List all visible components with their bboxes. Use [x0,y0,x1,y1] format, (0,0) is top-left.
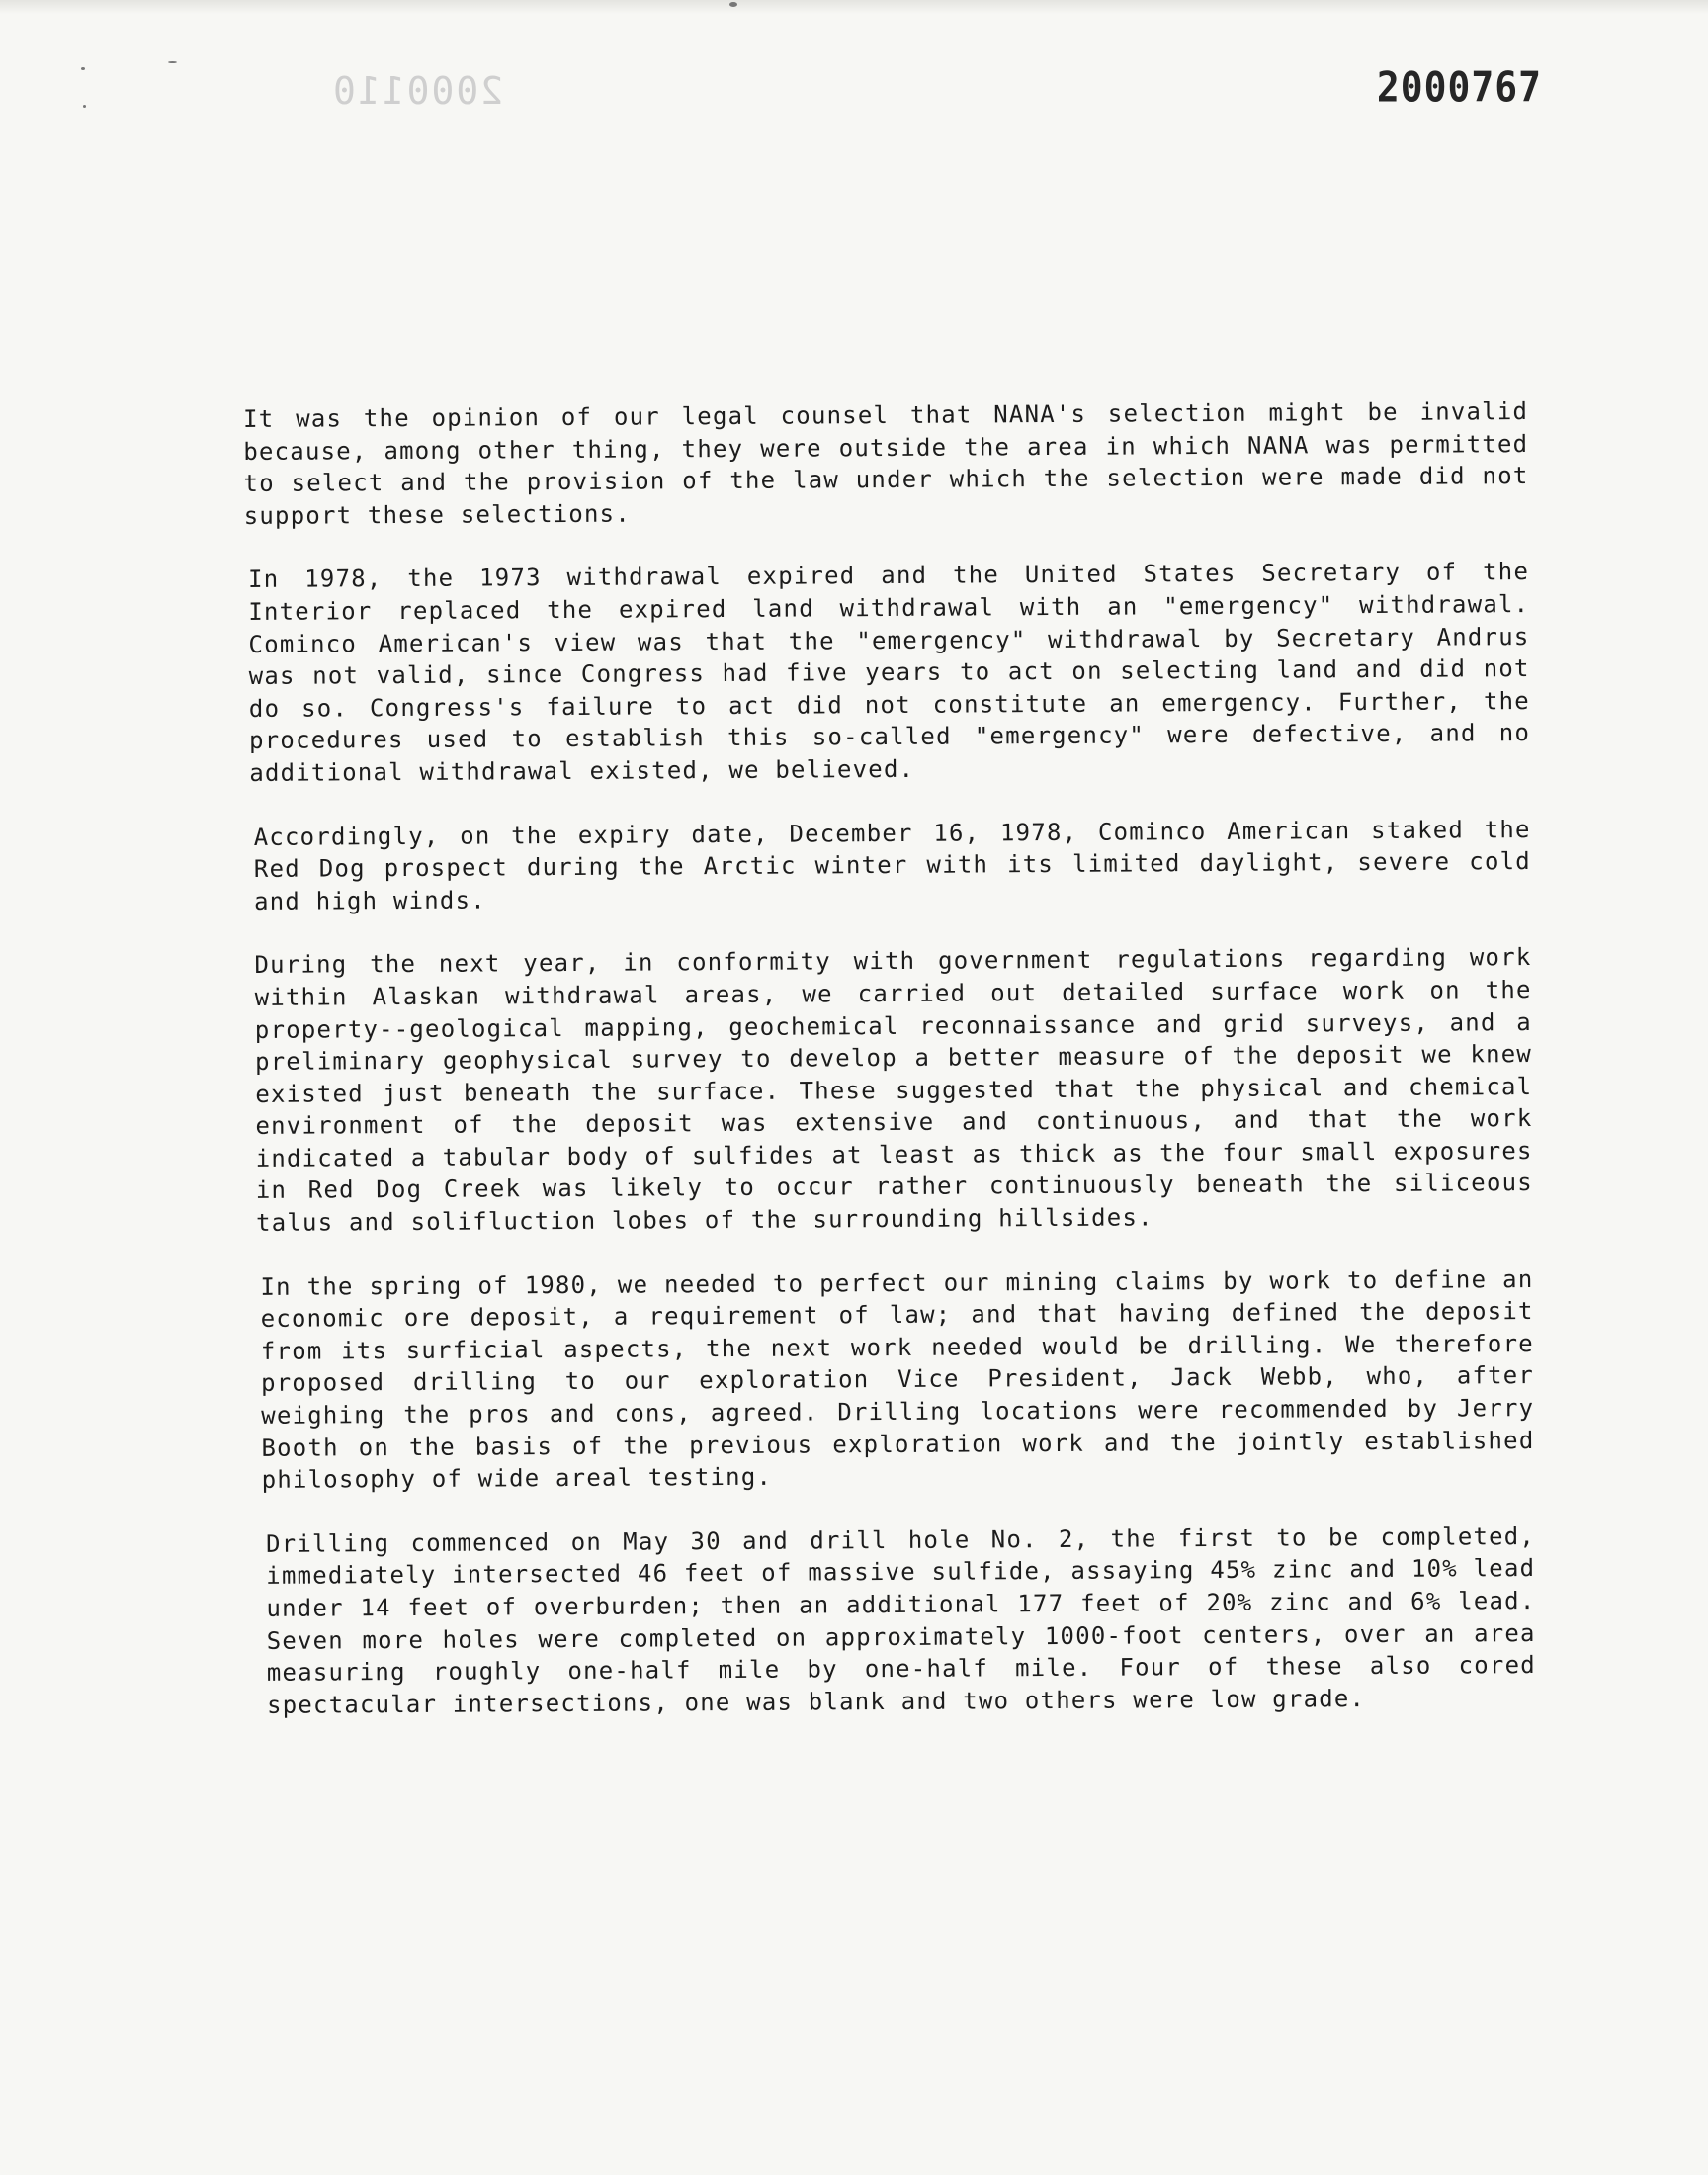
paragraph-emergency-withdrawal: In 1978, the 1973 withdrawal expired and the United States Secretary of the Interior replaced the expired land withdrawal with an "emergency" withdrawal. Cominco American's view was that the "emergency" withdrawal by Secretary Andrus was not valid, since Congress had five years to act on selecting land and did not do so. Congress's failure to act did not constitute an emergency. Further, the procedures used to establish this so-called "emergency" were defective, and no additional withdrawal existed, we believed. [248,558,1531,787]
scan-speck [729,2,737,7]
document-body [243,395,1536,1753]
paragraph-drilling-proposal: In the spring of 1980, we needed to perfect our mining claims by work to define an economic ore deposit, a requirement of law; and that having defined the deposit from its surficial aspects, the next work needed would be drilling. We therefore proposed drilling to our exploration Vice President, Jack Webb, who, after weighing the pros and cons, agreed. Drilling locations were recommended by Jerry Booth on the basis of the previous exploration work and the jointly established philosophy of wide areal testing. [260,1264,1535,1495]
bleed-through-number: 2000110 [331,69,504,113]
paragraph-staking: Accordingly, on the expiry date, December 16, 1978, Cominco American staked the Red Dog prospect during the Arctic winter with its limited daylight, severe cold and high winds. [253,815,1531,915]
paragraph-surface-work: During the next year, in conformity with government regulations regarding work within Alaskan withdrawal areas, we carried out detailed surface work on the property--geological mapping, geochemical reconnaissance and grid surveys, and a preliminary geophysical survey to develop a better measure of the deposit we knew existed just beneath the surface. These suggested that the physical and chemical environment of the deposit was extensive and continuous, and that the work indicated a tabular body of sulfides at least as thick as the four small exposures in Red Dog Creek was likely to occur rather continuously beneath the siliceous talus and solifluction lobes of the surrounding hillsides. [254,943,1533,1237]
paragraph-drilling-results: Drilling commenced on May 30 and drill hole No. 2, the first to be completed, immediately intersected 46 feet of massive sulfide, assaying 45% zinc and 10% lead under 14 feet of overburden; then an additional 177 feet of 20% zinc and 6% lead. Seven more holes were completed on approximately 1000-foot centers, over an area measuring roughly one-half mile by one-half mile. Four of these also cored spectacular intersections, one was blank and two others were low grade. [265,1522,1536,1719]
paragraph-legal-opinion: It was the opinion of our legal counsel that NANA's selection might be invalid because, among other thing, they were outside the area in which NANA was permitted to select and the provision of the law under which the selection were made did not support these selections. [243,397,1529,530]
scan-speck [81,67,85,70]
document-number: 2000767 [1376,62,1542,112]
scan-speck [83,105,86,108]
scan-speck [168,61,177,63]
